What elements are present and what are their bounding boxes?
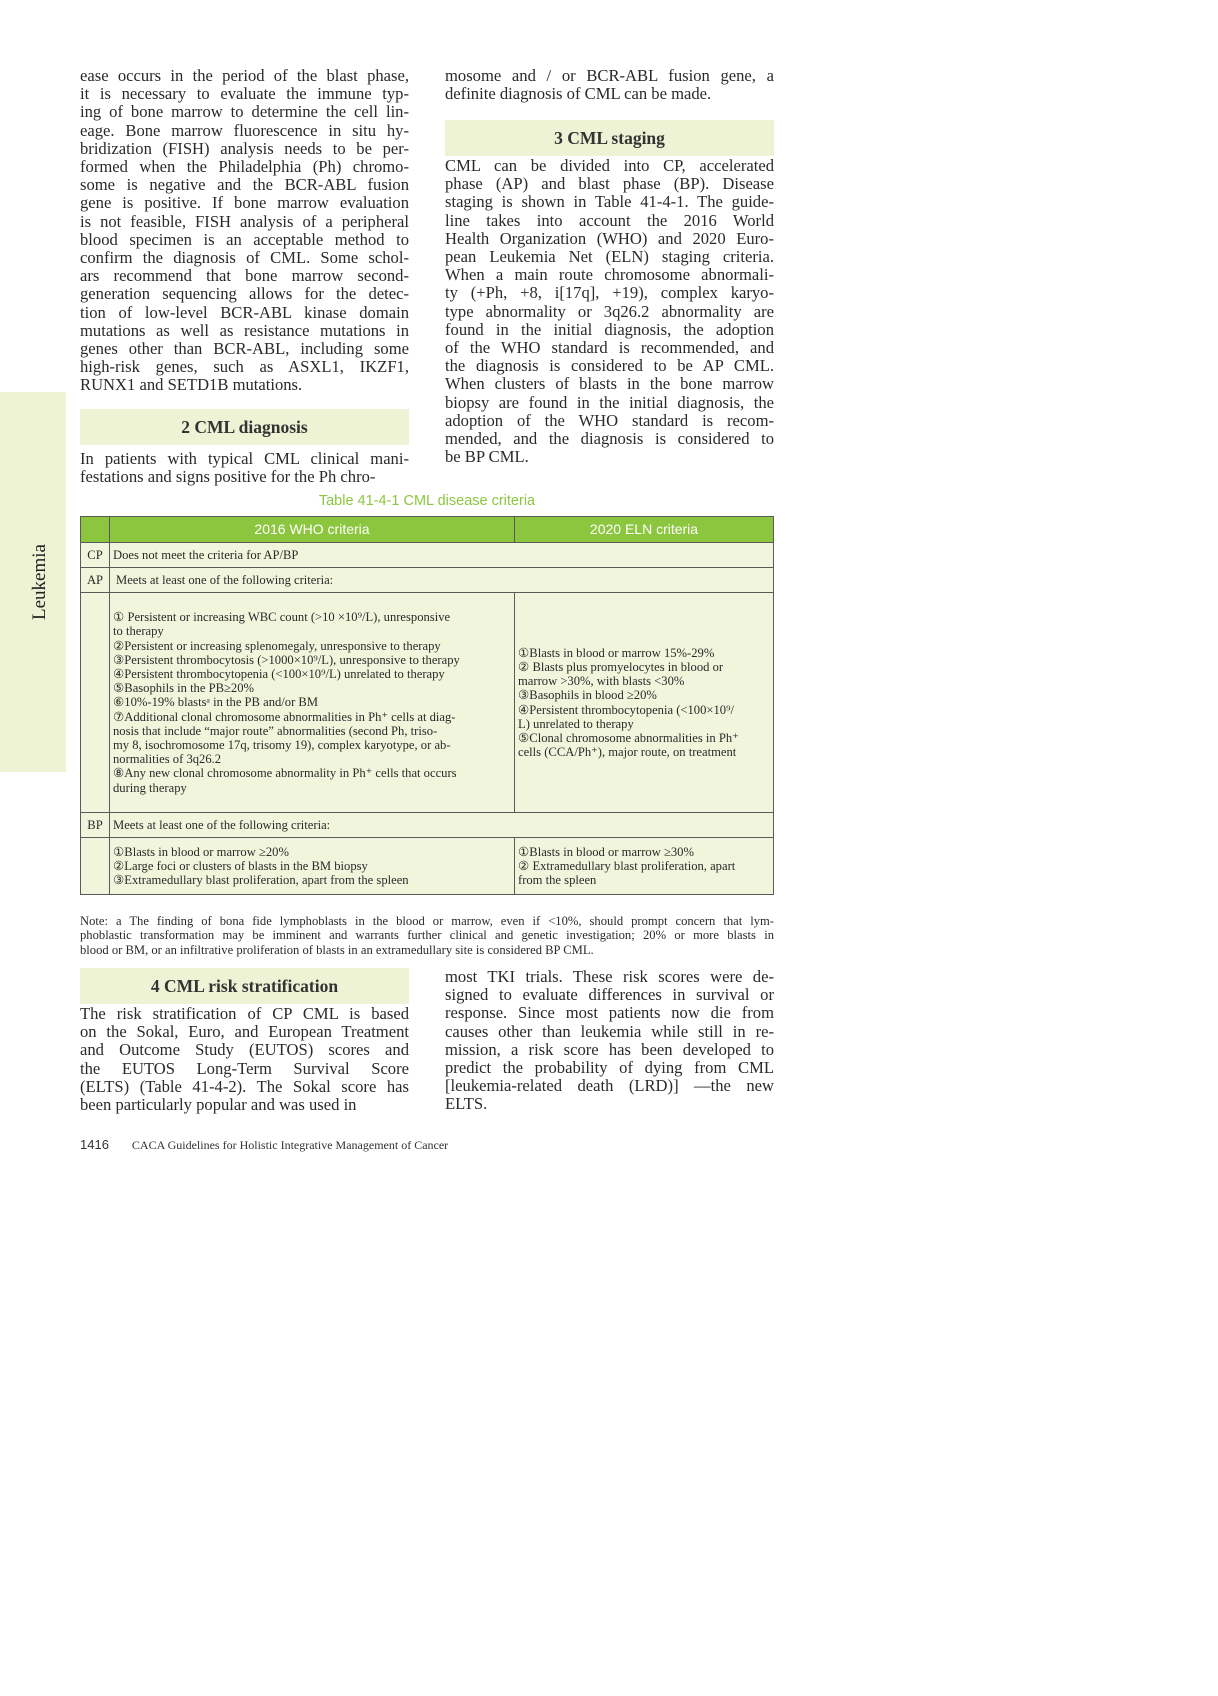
text-line: ①Blasts in blood or marrow ≥20% <box>113 844 289 859</box>
text-line: ⑦Additional clonal chromosome abnormalities in Ph⁺ cells at diag- <box>113 709 456 724</box>
text-line: festations and signs positive for the Ph chro- <box>80 467 376 487</box>
text-line: ③Extramedullary blast proliferation, apart from the spleen <box>113 873 409 888</box>
text-line: and Outcome Study (EUTOS) scores and <box>80 1040 409 1060</box>
side-tab-label: Leukemia <box>29 544 50 620</box>
text-line: is not feasible, FISH analysis of a peripheral <box>80 211 409 231</box>
text-line: staging is shown in Table 41-4-1. The guide- <box>445 192 774 212</box>
text-line: ②Large foci or clusters of blasts in the BM biopsy <box>113 858 368 873</box>
text-line: mutations as well as resistance mutations in <box>80 320 409 340</box>
page-number: 1416 <box>80 1137 109 1152</box>
text-line: ing of bone marrow to determine the cell lin- <box>80 102 409 122</box>
section-risk <box>80 968 409 1114</box>
text-line: ease occurs in the period of the blast phase, <box>80 66 409 85</box>
text-line: ③Persistent thrombocytosis (>1000×10⁹/L), unresponsive to therapy <box>113 652 460 667</box>
text-line: tion of low-level BCR-ABL kinase domain <box>80 302 409 322</box>
text-line: In patients with typical CML clinical mani- <box>80 449 409 468</box>
who-criteria-cell <box>110 838 515 895</box>
table-note <box>80 914 774 957</box>
right-column-text <box>445 968 774 1114</box>
text-line: ⑧Any new clonal chromosome abnormality in Ph⁺ cells that occurs <box>113 766 457 781</box>
section-diagnosis <box>80 409 409 486</box>
text-line: marrow >30%, with blasts <30% <box>518 674 685 689</box>
right-column-text <box>445 67 774 103</box>
text-line: signed to evaluate differences in survival or <box>445 985 774 1005</box>
table-row <box>81 838 774 895</box>
text-line: normalities of 3q26.2 <box>113 752 222 767</box>
text-line: mission, a risk score has been developed to <box>445 1039 774 1059</box>
criteria-table <box>80 516 774 895</box>
text-line: nosis that include “major route” abnormalities (second Ph, triso- <box>113 723 438 738</box>
criteria-cell: Does not meet the criteria for AP/BP <box>110 543 774 568</box>
text-line: [leukemia-related death (LRD)] —the new <box>445 1076 774 1096</box>
text-line: gene is positive. If bone marrow evaluation <box>80 193 409 213</box>
text-line: definite diagnosis of CML can be made. <box>445 84 712 104</box>
text-line: ② Blasts plus promyelocytes in blood or <box>518 659 724 674</box>
text-line: been particularly popular and was used in <box>80 1095 357 1115</box>
stage-cell: AP <box>81 568 110 593</box>
text-line: of the WHO standard is recommended, and <box>445 338 774 358</box>
text-line: Note: a The finding of bona fide lymphoblasts in the blood or marrow, even if <10%, should prompt concern that lym- <box>80 914 774 928</box>
text-line: ars recommend that bone marrow second- <box>80 266 409 286</box>
text-line: confirm the diagnosis of CML. Some schol- <box>80 248 409 268</box>
text-line: ④Persistent thrombocytopenia (<100×10⁹/L) unrelated to therapy <box>113 666 445 681</box>
section-heading: 2 CML diagnosis <box>80 409 409 445</box>
text-line: adoption of the WHO standard is recom- <box>445 410 774 430</box>
section-heading: 3 CML staging <box>445 120 774 156</box>
text-line: be BP CML. <box>445 447 529 467</box>
text-line: When clusters of blasts in the bone marrow <box>445 374 774 394</box>
text-line: most TKI trials. These risk scores were de- <box>445 967 774 986</box>
body-paragraph <box>445 968 774 1114</box>
text-line: phoblastic transformation may be imminent and warrants further clinical and genetic investigation; 20% or more blasts in <box>80 928 774 943</box>
text-line: found in the initial diagnosis, the adoption <box>445 319 774 339</box>
table-row <box>81 568 774 593</box>
text-line: CML can be divided into CP, accelerated <box>445 156 774 175</box>
text-line: The risk stratification of CP CML is based <box>80 1004 409 1023</box>
table-header-row <box>81 517 774 543</box>
text-line: biopsy are found in the initial diagnosis, the <box>445 392 774 412</box>
body-paragraph <box>445 157 774 466</box>
text-line: from the spleen <box>518 873 597 888</box>
table-row <box>81 543 774 568</box>
text-line: ① Persistent or increasing WBC count (>10 ×10⁹/L), unresponsive <box>113 610 451 625</box>
text-line: predict the probability of dying from CML <box>445 1058 774 1078</box>
eln-criteria-cell <box>515 838 774 895</box>
table-header-cell: 2020 ELN criteria <box>515 517 774 543</box>
stage-cell <box>81 593 110 813</box>
page-footer <box>80 1137 448 1153</box>
text-line: When a main route chromosome abnormali- <box>445 265 774 285</box>
text-line: during therapy <box>113 780 187 795</box>
text-line: ty (+Ph, +8, i[17q], +19), complex karyo- <box>445 283 774 303</box>
who-criteria-cell <box>110 593 515 813</box>
text-line: blood or BM, or an infiltrative proliferation of blasts in an extramedullary site is considered BP CML. <box>80 942 594 957</box>
text-line: line takes into account the 2016 World <box>445 210 774 230</box>
text-line: generation sequencing allows for the detec- <box>80 284 409 304</box>
text-line: cells (CCA/Ph⁺), major route, on treatment <box>518 745 737 760</box>
text-line: to therapy <box>113 624 164 639</box>
text-line: ⑤Basophils in the PB≥20% <box>113 681 254 696</box>
text-line: ①Blasts in blood or marrow 15%-29% <box>518 645 715 660</box>
text-line: pean Leukemia Net (ELN) staging criteria. <box>445 247 774 267</box>
text-line: response. Since most patients now die from <box>445 1003 774 1023</box>
running-title: CACA Guidelines for Holistic Integrative Management of Cancer <box>131 1138 449 1152</box>
text-line: mosome and / or BCR-ABL fusion gene, a <box>445 66 774 85</box>
text-line: ④Persistent thrombocytopenia (<100×10⁹/ <box>518 702 734 717</box>
text-line: L) unrelated to therapy <box>518 716 634 731</box>
table-header-cell: 2016 WHO criteria <box>110 517 515 543</box>
section-staging <box>445 120 774 466</box>
text-line: genes other than BCR-ABL, including some <box>80 339 409 359</box>
criteria-cell: Meets at least one of the following criteria: <box>110 568 774 593</box>
stage-cell <box>81 838 110 895</box>
stage-cell: CP <box>81 543 110 568</box>
text-line: ③Basophils in blood ≥20% <box>518 688 657 703</box>
body-paragraph <box>80 67 409 395</box>
text-line: causes other than leukemia while still in re- <box>445 1021 774 1041</box>
text-line: my 8, isochromosome 17q, trisomy 19), complex karyotype, or ab- <box>113 738 451 752</box>
text-line: mended, and the diagnosis is considered to <box>445 429 774 449</box>
criteria-cell: Meets at least one of the following criteria: <box>110 813 774 838</box>
left-column-text <box>80 67 409 395</box>
eln-criteria-cell <box>515 593 774 813</box>
text-line: RUNX1 and SETD1B mutations. <box>80 375 303 395</box>
text-line: blood specimen is an acceptable method to <box>80 229 409 249</box>
text-line: some is negative and the BCR-ABL fusion <box>80 175 409 195</box>
text-line: ⑥10%-19% blastsᵃ in the PB and/or BM <box>113 695 319 710</box>
table-row <box>81 813 774 838</box>
body-paragraph <box>445 67 774 103</box>
text-line: the EUTOS Long-Term Survival Score <box>80 1058 409 1078</box>
table-header-cell <box>81 517 110 543</box>
body-paragraph <box>80 450 409 486</box>
table-row <box>81 593 774 813</box>
text-line: ⑤Clonal chromosome abnormalities in Ph⁺ <box>518 730 739 745</box>
section-heading: 4 CML risk stratification <box>80 968 409 1004</box>
text-line: it is necessary to evaluate the immune typ- <box>80 84 409 104</box>
text-line: type abnormality or 3q26.2 abnormality are <box>445 301 774 321</box>
text-line: ② Extramedullary blast proliferation, apart <box>518 858 736 873</box>
text-line: eage. Bone marrow fluorescence in situ hy- <box>80 120 409 140</box>
text-line: ②Persistent or increasing splenomegaly, unresponsive to therapy <box>113 638 441 653</box>
text-line: phase (AP) and blast phase (BP). Disease <box>445 174 774 194</box>
text-line: bridization (FISH) analysis needs to be per- <box>80 138 409 158</box>
text-line: formed when the Philadelphia (Ph) chromo- <box>80 157 409 177</box>
text-line: Health Organization (WHO) and 2020 Euro- <box>445 228 774 248</box>
text-line: high-risk genes, such as ASXL1, IKZF1, <box>80 357 409 377</box>
stage-cell: BP <box>81 813 110 838</box>
text-line: on the Sokal, Euro, and European Treatment <box>80 1022 409 1042</box>
body-paragraph <box>80 1005 409 1114</box>
text-line: (ELTS) (Table 41-4-2). The Sokal score has <box>80 1076 409 1096</box>
text-line: the diagnosis is considered to be AP CML. <box>445 356 774 376</box>
table-caption: Table 41-4-1 CML disease criteria <box>318 493 536 509</box>
text-line: ①Blasts in blood or marrow ≥30% <box>518 844 694 859</box>
text-line: ELTS. <box>445 1094 488 1114</box>
